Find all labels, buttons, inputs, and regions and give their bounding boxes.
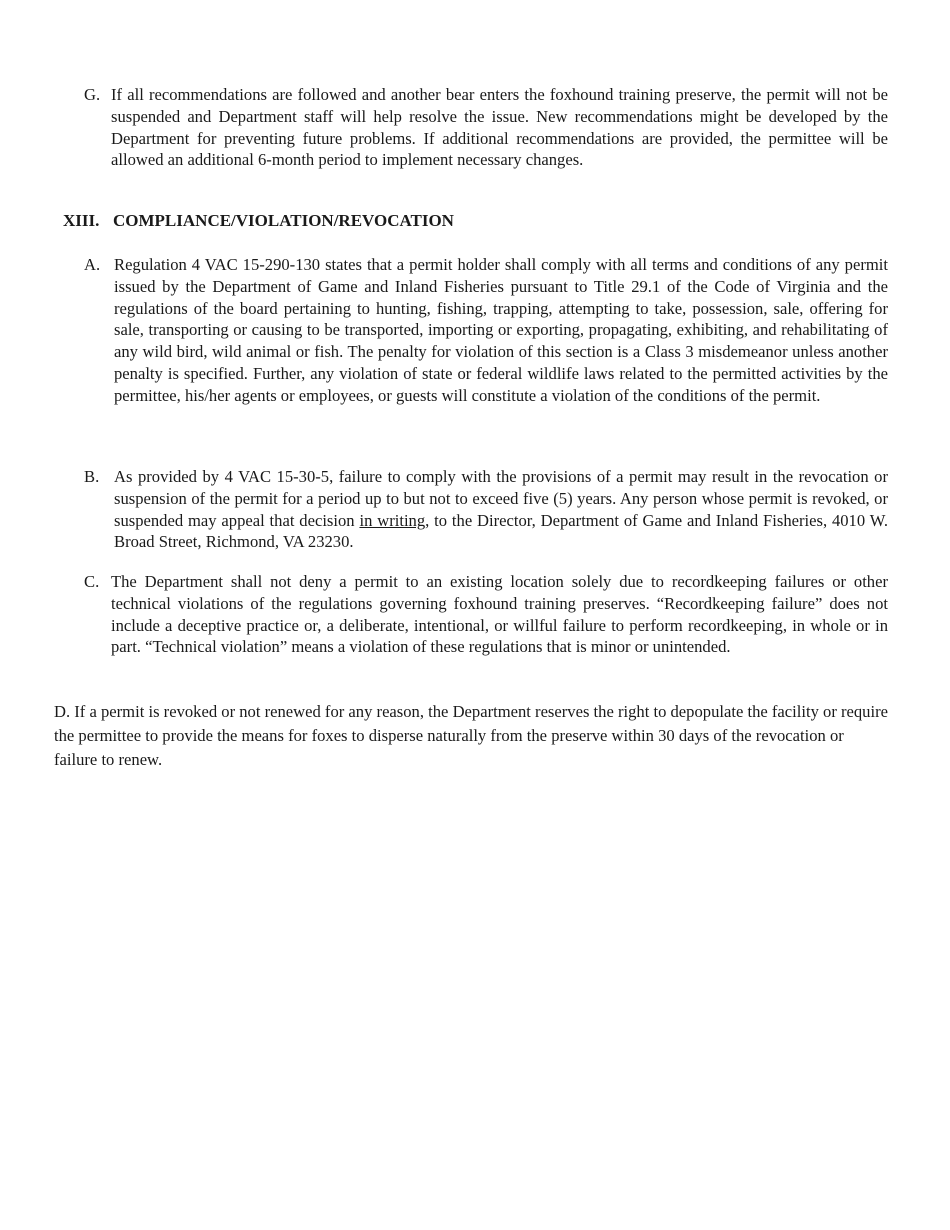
list-marker-g: G. [84,85,101,104]
section-heading [63,210,763,232]
paragraph-g: If all recommendations are followed and another bear enters the foxhound training preserve, the permit will not be suspended and Department staff will help resolve the issue. New recommendations might be developed by the Department for preventing future problems. If additional recommendations are provided, the permittee will be allowed an additional 6-month period to implement necessary changes. [111,85,888,170]
section-title: COMPLIANCE/VIOLATION/REVOCATION [113,211,454,230]
list-item-g [84,84,888,171]
list-marker-b: B. [84,467,100,486]
underlined-in-writing: in writing [359,510,426,530]
paragraph-d: D. If a permit is revoked or not renewed for any reason, the Department reserves the right to depopulate the facility or require the permittee to provide the means for foxes to disperse naturally from the preserve within 30 days of the revocation or failure to renew. [54,702,888,769]
paragraph-b-text-start: As provided by 4 VAC 15-30-5, failure to comply with the provisions of a permit may result in the revocation or suspension of the permit for a period up to but not to exceed five (5) years. Any person whose permit is revoked, or suspended may appeal that decision [114,467,888,530]
list-item-b [84,466,888,553]
list-marker-a: A. [84,255,101,274]
paragraph-b-text-end: , to the Director, Department of Game and Inland Fisheries, 4010 W. Broad Street, Richmond, VA 23230. [114,510,888,552]
paragraph-a: Regulation 4 VAC 15-290-130 states that a permit holder shall comply with all terms and conditions of any permit issued by the Department of Game and Inland Fisheries pursuant to Title 29.1 of the Code of Virginia and the regulations of the board pertaining to hunting, fishing, trapping, attempting to take, possession, sale, offering for sale, transporting or causing to be transported, importing or exporting, propagating, exhibiting, and rehabilitating of any wild bird, wild animal or fish. The penalty for violation of this section is a Class 3 misdemeanor unless another penalty is specified. Further, any violation of state or federal wildlife laws related to the permitted activities by the permittee, his/her agents or employees, or guests will constitute a violation of the conditions of the permit. [114,255,888,405]
list-item-d [54,700,889,772]
list-item-c [84,571,888,658]
paragraph-b [114,466,888,553]
list-item-a [84,254,888,407]
section-number: XIII. [63,211,100,230]
list-marker-c: C. [84,572,100,591]
paragraph-c: The Department shall not deny a permit to an existing location solely due to recordkeeping failures or other technical violations of the regulations governing foxhound training preserves. “Recordkeeping failure” does not include a deceptive practice or, a deliberate, intentional, or willful failure to perform recordkeeping, in whole or in part. “Technical violation” means a violation of these regulations that is minor or unintended. [111,572,888,657]
